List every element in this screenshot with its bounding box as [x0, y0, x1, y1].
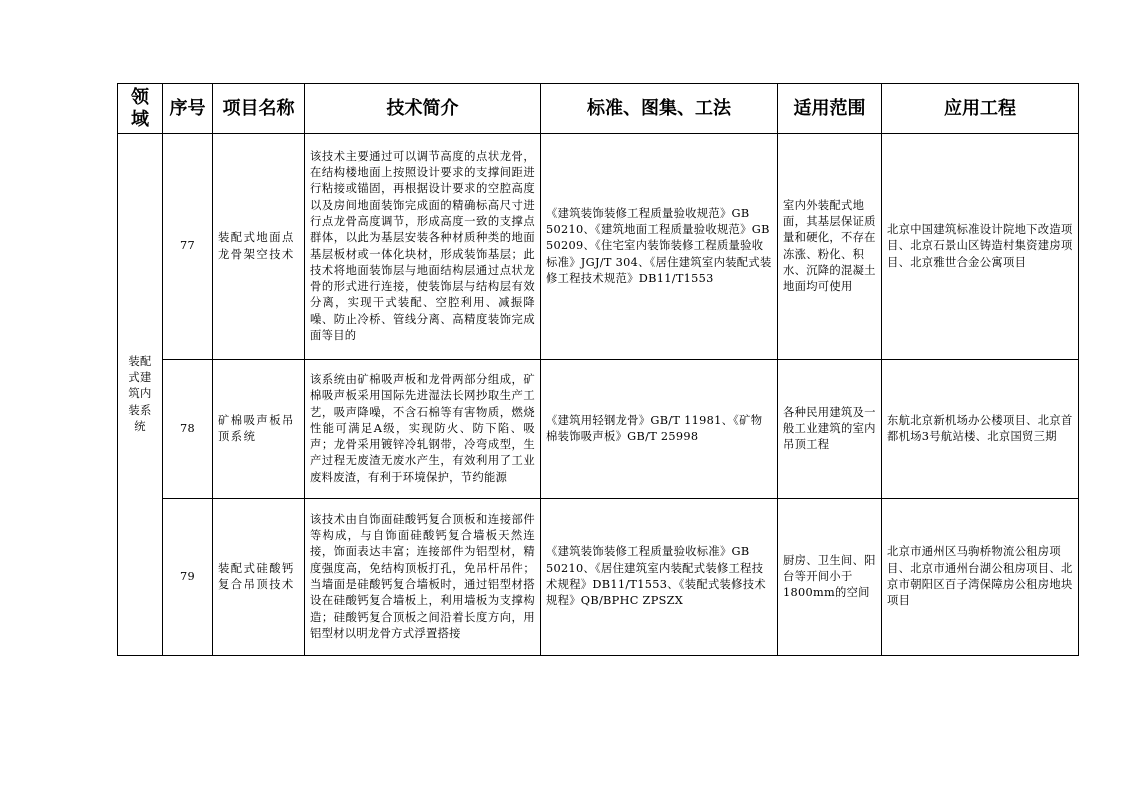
- table-row: [118, 134, 1079, 360]
- domain-cell: 装配式建筑内装系统: [118, 134, 163, 656]
- scope-cell: 各种民用建筑及一般工业建筑的室内吊顶工程: [778, 360, 882, 499]
- standards-cell: 《建筑用轻钢龙骨》GB/T 11981、《矿物棉装饰吸声板》GB/T 25998: [541, 360, 778, 499]
- header-seq: 序号: [163, 84, 213, 134]
- scope-cell: 室内外装配式地面，其基层保证质量和硬化，不存在冻涨、粉化、积水、沉降的混凝土地面均可使用: [778, 134, 882, 360]
- name-cell: 装配式硅酸钙复合吊顶技术: [213, 499, 305, 656]
- table-row: [118, 360, 1079, 499]
- seq-cell: 79: [163, 499, 213, 656]
- header-standards: 标准、图集、工法: [541, 84, 778, 134]
- technology-table: [117, 83, 1079, 656]
- seq-cell: 77: [163, 134, 213, 360]
- header-domain: 领域: [118, 84, 163, 134]
- intro-cell: 该系统由矿棉吸声板和龙骨两部分组成，矿棉吸声板采用国际先进湿法长网抄取生产工艺，吸声降噪，不含石棉等有害物质，燃烧性能可满足A级，实现防火、防下陷、吸声；龙骨采用镀锌冷轧钢带，冷弯成型，生产过程无废渣无废水产生，有效利用了工业废料废渣，有利于环境保护，节约能源: [305, 360, 541, 499]
- application-cell: 北京市通州区马驹桥物流公租房项目、北京市通州台湖公租房项目、北京市朝阳区百子湾保障房公租房地块项目: [882, 499, 1079, 656]
- header-scope: 适用范围: [778, 84, 882, 134]
- scope-cell: 厨房、卫生间、阳台等开间小于1800mm的空间: [778, 499, 882, 656]
- header-row: [118, 84, 1079, 134]
- standards-cell: 《建筑装饰装修工程质量验收标准》GB 50210、《居住建筑室内装配式装修工程技术规程》DB11/T1553、《装配式装修技术规程》QB/BPHC ZPSZX: [541, 499, 778, 656]
- intro-cell: 该技术由自饰面硅酸钙复合顶板和连接部件等构成，与自饰面硅酸钙复合墙板天然连接，饰面表达丰富；连接部件为铝型材，精度强度高，免结构顶板打孔，免吊杆吊件；当墙面是硅酸钙复合墙板时，通过铝型材搭设在硅酸钙复合墙板上，利用墙板为支撑构造；硅酸钙复合顶板之间沿着长度方向，用铝型材以明龙骨方式浮置搭接: [305, 499, 541, 656]
- table-row: [118, 499, 1079, 656]
- application-cell: 东航北京新机场办公楼项目、北京首都机场3号航站楼、北京国贸三期: [882, 360, 1079, 499]
- standards-cell: 《建筑装饰装修工程质量验收规范》GB 50210、《建筑地面工程质量验收规范》GB 50209、《住宅室内装饰装修工程质量验收标准》JGJ/T 304、《居住建筑室内装配式装修工程技术规范》DB11/T1553: [541, 134, 778, 360]
- header-name: 项目名称: [213, 84, 305, 134]
- seq-cell: 78: [163, 360, 213, 499]
- header-application: 应用工程: [882, 84, 1079, 134]
- intro-cell: 该技术主要通过可以调节高度的点状龙骨，在结构楼地面上按照设计要求的支撑间距进行粘接或锚固，再根据设计要求的空腔高度以及房间地面装饰完成面的精确标高尺寸进行点龙骨高度调节，形成高度一致的支撑点群体，以此为基层安装各种材质种类的地面基层板材或一体化块材，形成装饰基层；此技术将地面装饰层与地面结构层通过点状龙骨的形式进行连接，使装饰层与结构层有效分离，实现干式装配、空腔利用、减振降噪、防止冷桥、管线分离、高精度装饰完成面等目的: [305, 134, 541, 360]
- name-cell: 装配式地面点龙骨架空技术: [213, 134, 305, 360]
- header-intro: 技术简介: [305, 84, 541, 134]
- name-cell: 矿棉吸声板吊顶系统: [213, 360, 305, 499]
- application-cell: 北京中国建筑标准设计院地下改造项目、北京石景山区铸造村集资建房项目、北京雅世合金公寓项目: [882, 134, 1079, 360]
